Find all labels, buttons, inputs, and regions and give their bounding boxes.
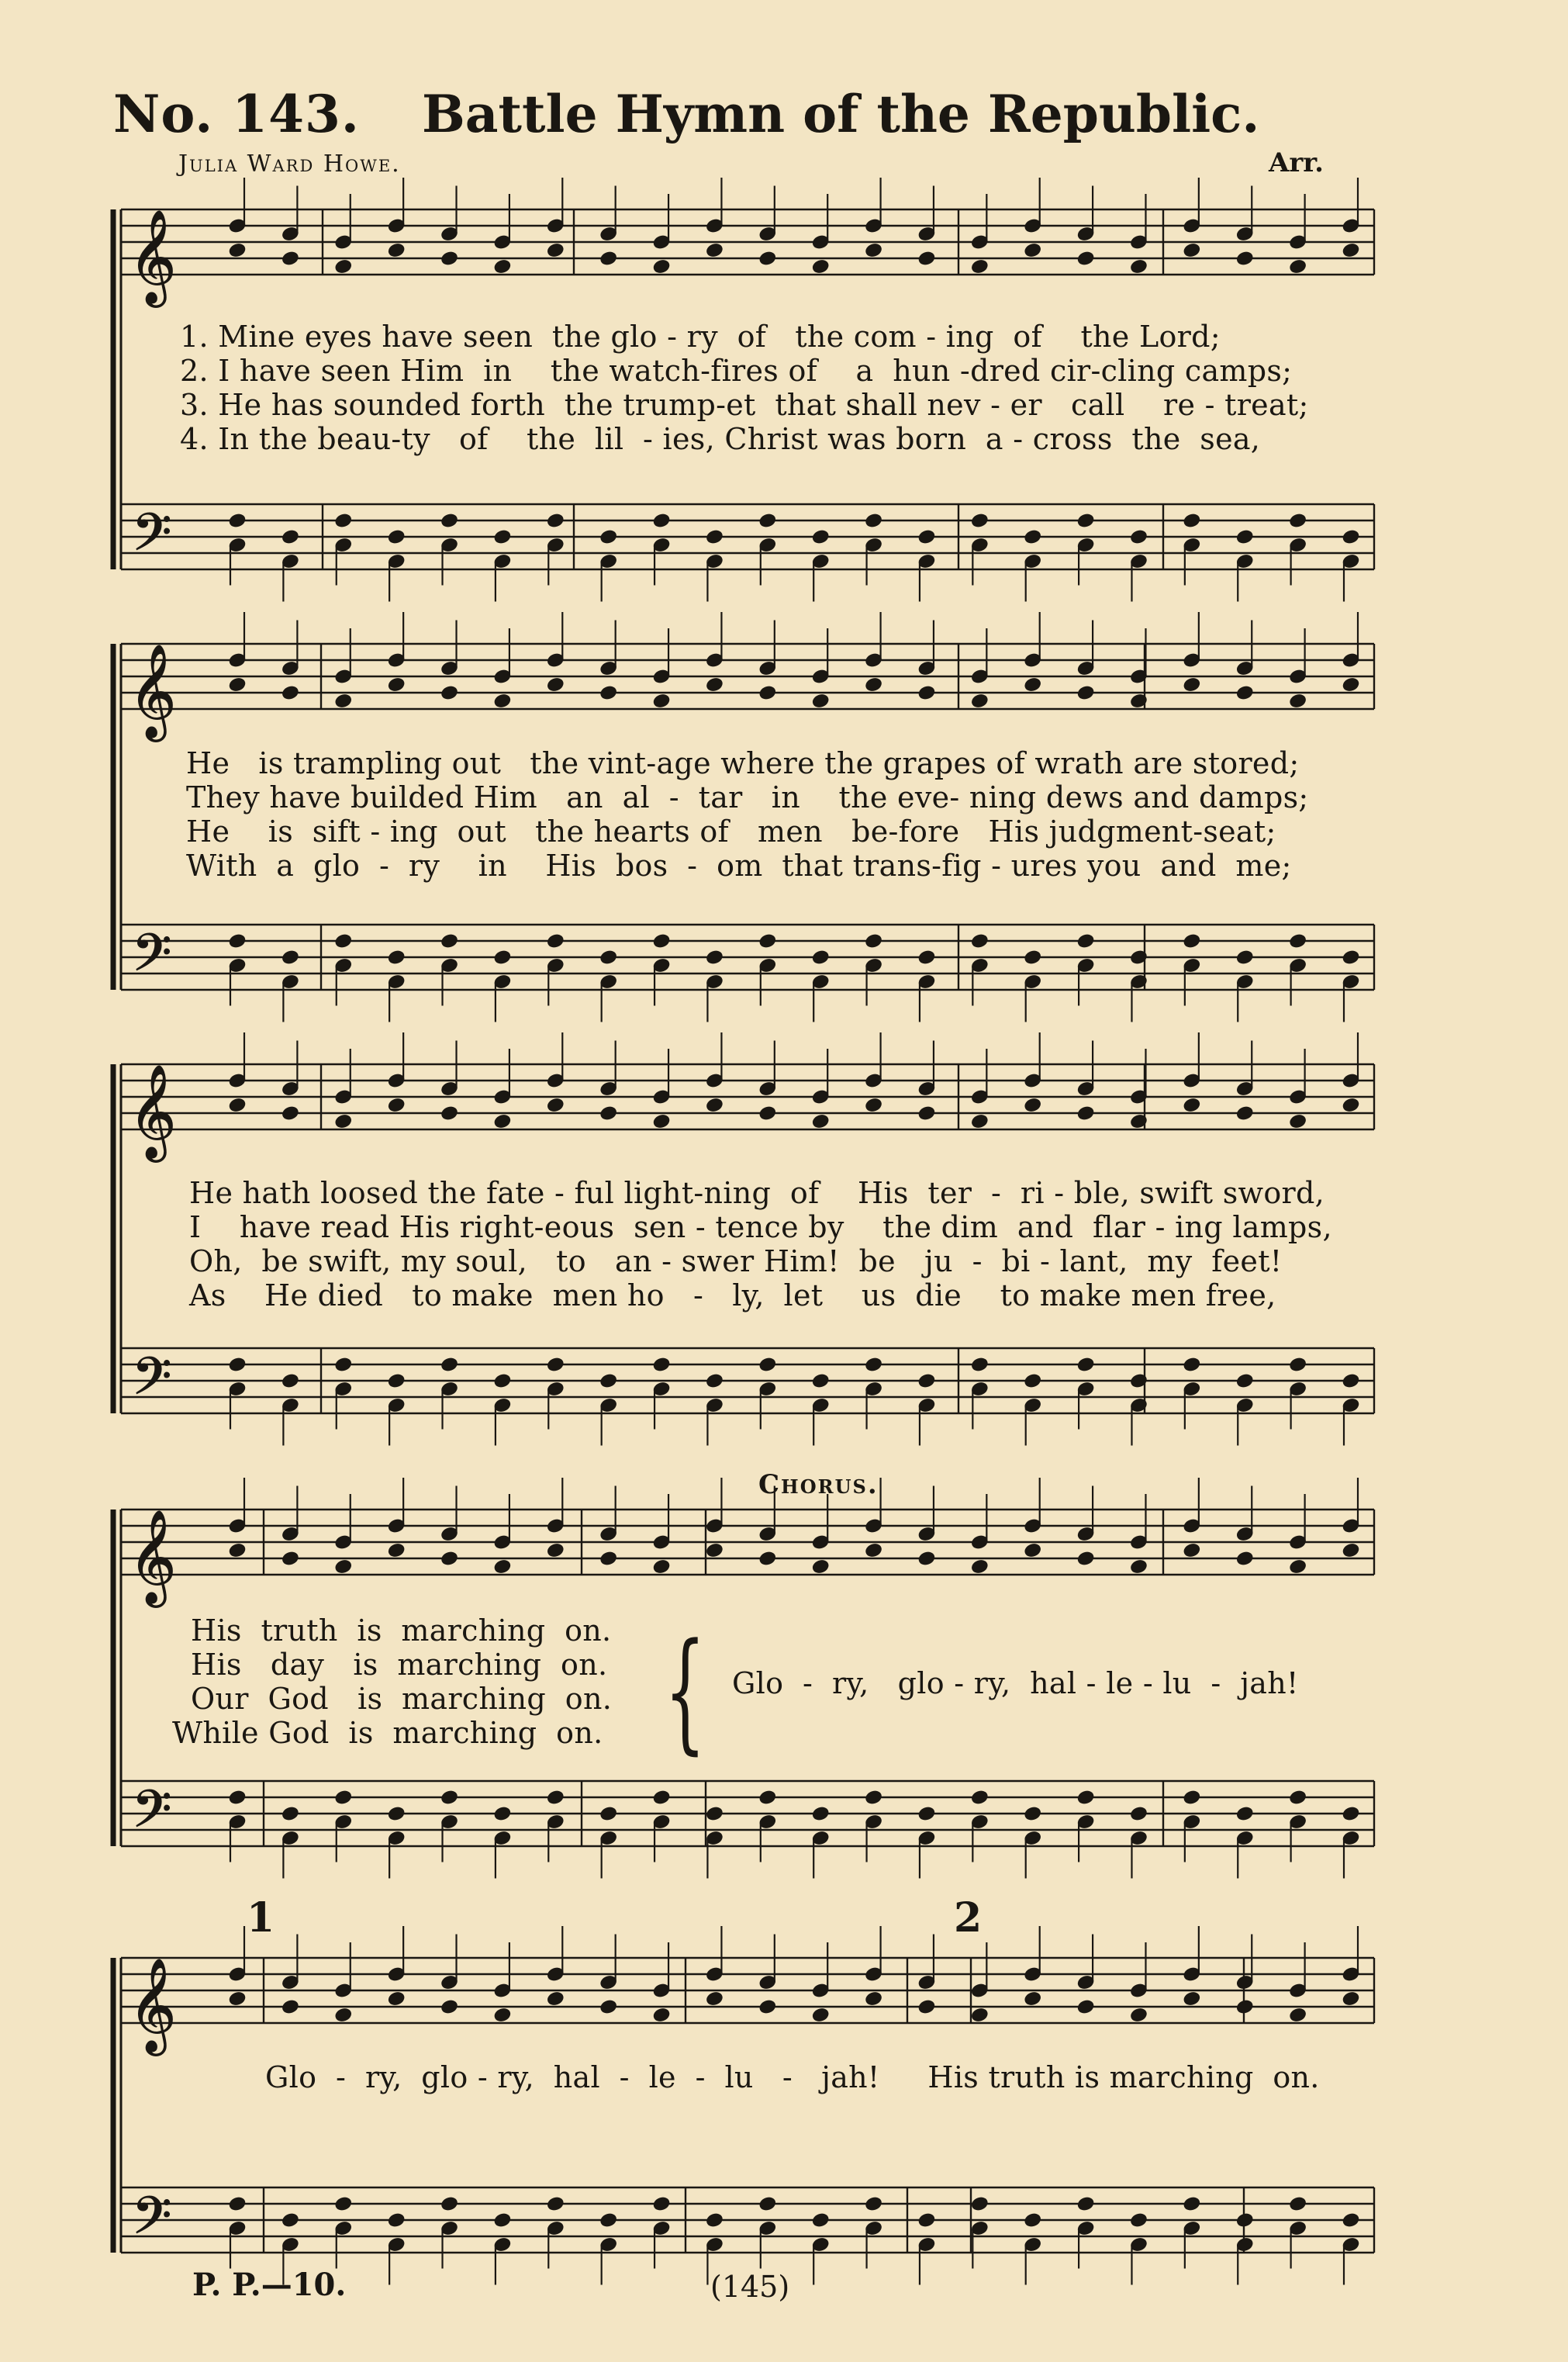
note-head [705,1373,724,1389]
note-head [228,1097,247,1113]
note-head [652,1790,671,1806]
note-head [281,1806,299,1822]
note-head [865,2196,883,2212]
note-head [811,693,830,709]
lyric-line: While God is marching on. [172,1716,603,1750]
note-head [440,1357,459,1373]
hymn-title: Battle Hymn of the Republic. [422,84,1260,144]
note-head [1024,529,1042,545]
note-head [334,2196,353,2212]
clef-glyph: 𝄞 [129,209,177,303]
note-head [387,242,406,258]
note-head [1024,2212,1042,2229]
note-head [1024,676,1042,693]
note-head [1024,1542,1042,1558]
note-head [1183,242,1201,258]
note-head [652,1113,671,1129]
note-head [1342,1990,1360,2007]
clef-glyph: 𝄢 [132,1779,172,1852]
note-head [334,1558,353,1575]
note-head [1076,251,1095,267]
note-head [1342,949,1360,966]
note-head [652,1558,671,1575]
note-head [1183,676,1201,693]
note-head [387,1097,406,1113]
note-head [917,685,936,701]
note-head [705,2212,724,2229]
note-head [1076,2196,1095,2212]
note-head [1235,529,1254,545]
note-head [917,1999,936,2015]
note-head [1024,1097,1042,1113]
note-head [811,1373,830,1389]
note-head [1076,685,1095,701]
clef-glyph: 𝄢 [132,2186,172,2258]
note-head [228,513,247,529]
page-number: (145) [710,2270,790,2304]
note-head [281,251,299,267]
note-head [1342,242,1360,258]
note-head [1076,1999,1095,2015]
note-head [440,1551,459,1567]
note-head [1235,1999,1254,2015]
note-head [917,251,936,267]
note-head [811,1806,830,1822]
note-head [1130,529,1148,545]
note-head [334,1113,353,1129]
note-head [811,2212,830,2229]
note-head [599,251,618,267]
note-head [865,513,883,529]
clef-glyph: 𝄢 [132,503,172,575]
note-head [334,2007,353,2023]
note-head [440,2196,459,2212]
note-head [811,258,830,275]
note-head [599,1999,618,2015]
note-head [546,676,565,693]
note-head [228,1542,247,1558]
note-head [917,1105,936,1122]
note-head [652,2196,671,2212]
note-head [865,1990,883,2007]
lyric-line: Oh, be swift, my soul, to an - swer Him! be ju - bi - lant, my feet! [189,1244,1283,1278]
note-head [970,1113,989,1129]
note-head [1076,1551,1095,1567]
note-head [1183,1542,1201,1558]
note-head [493,529,512,545]
note-head [1183,1357,1201,1373]
note-head [281,1999,299,2015]
note-head [970,1357,989,1373]
note-head [917,529,936,545]
verse-brace: { [664,1615,706,1767]
lyric-line: Glo - ry, glo - ry, hal - le - lu - jah! His truth is marching on. [265,2060,1320,2094]
note-head [493,1373,512,1389]
note-head [1235,1105,1254,1122]
note-head [1342,529,1360,545]
note-head [811,1558,830,1575]
note-head [1289,933,1307,949]
note-head [1024,1990,1042,2007]
note-head [493,2212,512,2229]
lyric-line: His truth is marching on. [191,1613,612,1648]
note-head [1130,1558,1148,1575]
note-head [1183,513,1201,529]
note-head [652,513,671,529]
note-head [440,513,459,529]
note-head [334,258,353,275]
note-head [758,1790,777,1806]
note-head [334,1357,353,1373]
note-head [334,513,353,529]
note-head [599,1806,618,1822]
lyric-line: Our God is marching on. [191,1682,613,1716]
note-head [440,933,459,949]
note-head [705,1806,724,1822]
note-head [1289,2196,1307,2212]
note-head [1130,1806,1148,1822]
note-head [1024,1373,1042,1389]
note-head [228,933,247,949]
note-head [493,2007,512,2023]
note-head [758,933,777,949]
note-head [228,676,247,693]
note-head [334,693,353,709]
note-head [1289,1113,1307,1129]
note-head [758,251,777,267]
note-head [387,529,406,545]
note-head [1183,1990,1201,2007]
note-head [493,258,512,275]
note-head [1289,258,1307,275]
note-head [705,529,724,545]
note-head [865,676,883,693]
note-head [705,949,724,966]
note-head [1130,258,1148,275]
note-head [1342,1373,1360,1389]
note-head [493,1806,512,1822]
note-head [228,1790,247,1806]
note-head [546,2196,565,2212]
note-head [758,1105,777,1122]
note-head [1235,2212,1254,2229]
note-head [970,513,989,529]
note-head [1342,2212,1360,2229]
note-head [970,2196,989,2212]
note-head [228,242,247,258]
note-head [599,529,618,545]
note-head [493,1558,512,1575]
note-head [546,1357,565,1373]
note-head [1076,513,1095,529]
note-head [387,1806,406,1822]
note-head [440,1790,459,1806]
lyric-line: 2. I have seen Him in the watch-fires of a hun -dred cir-cling camps; [180,354,1293,388]
note-head [970,1790,989,1806]
note-head [1183,1097,1201,1113]
note-head [387,1373,406,1389]
note-head [1076,1357,1095,1373]
note-head [387,1542,406,1558]
note-head [865,242,883,258]
lyric-line: With a glo - ry in His bos - om that trans-fig - ures you and me; [186,849,1292,883]
note-head [865,1542,883,1558]
note-head [546,242,565,258]
note-head [1183,933,1201,949]
note-head [1024,242,1042,258]
lyric-line: He is trampling out the vint-age where the grapes of wrath are stored; [186,746,1300,780]
note-head [281,2212,299,2229]
clef-glyph: 𝄞 [129,1509,177,1603]
note-head [1183,2196,1201,2212]
note-head [228,2196,247,2212]
note-head [1235,1551,1254,1567]
note-head [334,1790,353,1806]
first-ending-number: 1 [247,1894,275,1942]
note-head [387,949,406,966]
note-head [281,529,299,545]
clef-glyph: 𝄢 [132,923,172,995]
note-head [1076,933,1095,949]
note-head [599,1105,618,1122]
note-head [705,1990,724,2007]
note-head [1076,1790,1095,1806]
note-head [811,529,830,545]
note-head [599,685,618,701]
note-head [917,2212,936,2229]
note-head [1289,1790,1307,1806]
note-head [387,2212,406,2229]
note-head [1289,1558,1307,1575]
note-head [758,1999,777,2015]
note-head [546,513,565,529]
note-head [1183,1790,1201,1806]
note-head [281,1373,299,1389]
note-head [970,933,989,949]
note-head [1235,1806,1254,1822]
note-head [705,1097,724,1113]
note-head [599,1373,618,1389]
author-credit: Julia Ward Howe. [178,150,401,178]
note-head [705,242,724,258]
note-head [281,685,299,701]
note-head [758,513,777,529]
note-head [758,1551,777,1567]
lyric-line: He hath loosed the fate - ful light-ning of His ter - ri - ble, swift sword, [189,1176,1325,1210]
clef-glyph: 𝄞 [129,643,177,738]
note-head [970,258,989,275]
note-head [1342,1542,1360,1558]
note-head [1342,1806,1360,1822]
note-head [811,949,830,966]
note-head [652,2007,671,2023]
note-head [1235,251,1254,267]
clef-glyph: 𝄞 [129,1063,177,1158]
note-head [758,685,777,701]
note-head [599,1551,618,1567]
chorus-label: Chorus. [758,1469,879,1500]
clef-glyph: 𝄞 [129,1957,177,2052]
note-head [1235,685,1254,701]
note-head [1235,949,1254,966]
lyric-line: Glo - ry, glo - ry, hal - le - lu - jah! [732,1666,1299,1700]
note-head [705,1542,724,1558]
note-head [228,1990,247,2007]
note-head [546,933,565,949]
note-head [970,2007,989,2023]
note-head [917,1806,936,1822]
note-head [1289,1357,1307,1373]
note-head [917,1373,936,1389]
note-head [599,949,618,966]
note-head [758,2196,777,2212]
lyric-line: He is sift - ing out the hearts of men be-fore His judgment-seat; [186,814,1276,849]
note-head [652,933,671,949]
note-head [865,1097,883,1113]
note-head [281,1105,299,1122]
note-head [493,693,512,709]
note-head [228,1357,247,1373]
note-head [1289,693,1307,709]
note-head [546,1990,565,2007]
note-head [387,1990,406,2007]
lyric-line: 4. In the beau-ty of the lil - ies, Christ was born a - cross the sea, [180,422,1261,456]
note-head [758,1357,777,1373]
note-head [811,2007,830,2023]
note-head [652,693,671,709]
note-head [917,949,936,966]
publisher-code: P. P.—10. [192,2267,347,2303]
note-head [493,949,512,966]
note-head [865,1790,883,1806]
lyric-line: I have read His right-eous sen - tence by the dim and flar - ing lamps, [189,1210,1332,1244]
note-head [865,1357,883,1373]
note-head [440,1999,459,2015]
note-head [1235,1373,1254,1389]
second-ending-number: 2 [954,1894,983,1942]
note-head [811,1113,830,1129]
hymn-number: No. 143. [113,84,360,144]
note-head [546,1790,565,1806]
note-head [652,1357,671,1373]
note-head [1076,1105,1095,1122]
lyric-line: 3. He has sounded forth the trump-et that shall nev - er call re - treat; [180,388,1309,422]
note-head [970,1558,989,1575]
clef-glyph: 𝄢 [132,1347,172,1419]
note-head [334,933,353,949]
note-head [281,949,299,966]
note-head [440,685,459,701]
note-head [387,676,406,693]
note-head [493,1113,512,1129]
note-head [865,933,883,949]
note-head [1130,2212,1148,2229]
note-head [652,258,671,275]
note-head [917,1551,936,1567]
note-head [970,693,989,709]
lyric-line: As He died to make men ho - ly, let us die to make men free, [189,1278,1276,1312]
arranger-credit: Arr. [1269,147,1324,178]
note-head [1024,1806,1042,1822]
lyric-line: 1. Mine eyes have seen the glo - ry of the com - ing of the Lord; [180,320,1221,354]
note-head [1342,676,1360,693]
note-head [599,2212,618,2229]
note-head [1289,2007,1307,2023]
note-head [281,1551,299,1567]
note-head [546,1097,565,1113]
note-head [546,1542,565,1558]
lyric-line: They have builded Him an al - tar in the eve- ning dews and damps; [186,780,1309,814]
note-head [1024,949,1042,966]
note-head [1289,513,1307,529]
note-head [1130,2007,1148,2023]
note-head [1342,1097,1360,1113]
note-head [705,676,724,693]
note-head [440,1105,459,1122]
lyric-line: His day is marching on. [191,1648,608,1682]
note-head [440,251,459,267]
